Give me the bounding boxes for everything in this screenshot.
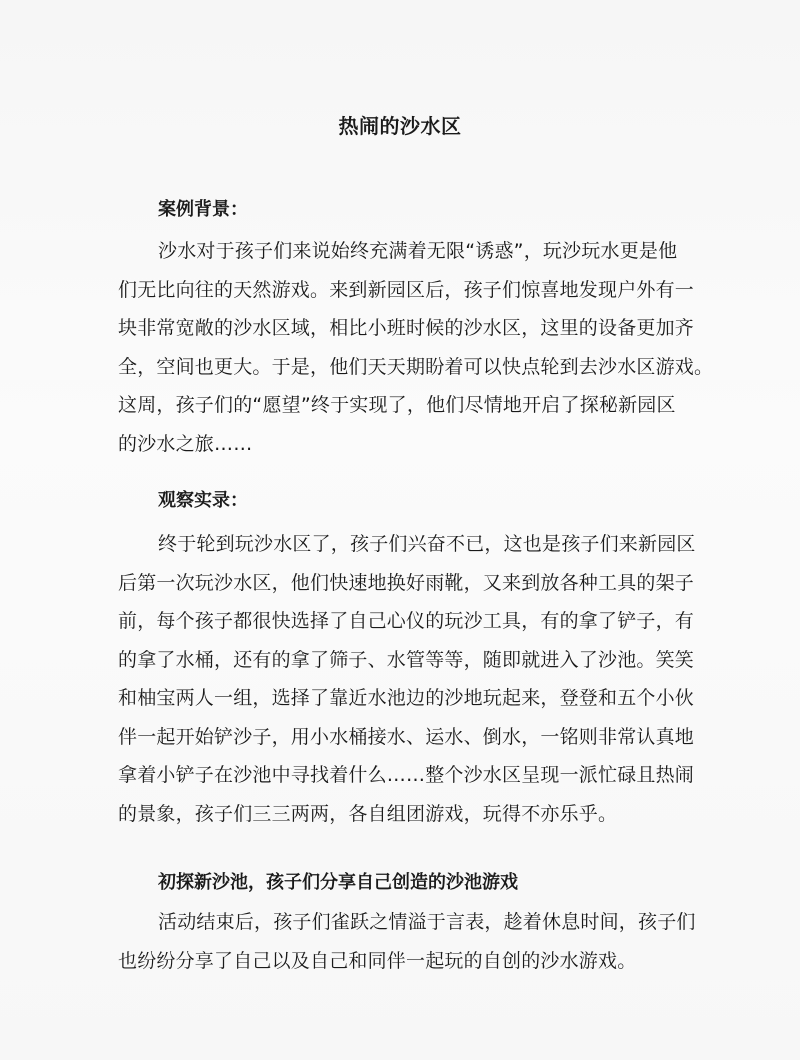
- paragraph-observation: [118, 525, 698, 833]
- paragraph-background: [118, 232, 714, 463]
- paragraph-line: 拿着小铲子在沙池中寻找着什么……整个沙水区呈现一派忙碌且热闹: [118, 764, 695, 786]
- paragraph-line: 全，空间也更大。于是，他们天天期盼着可以快点轮到去沙水区游戏。: [118, 355, 714, 378]
- paragraph-line: 也纷纷分享了自己以及自己和同伴一起玩的自创的沙水游戏。: [118, 949, 637, 972]
- paragraph-line: 后第一次玩沙水区，他们快速地换好雨靴，又来到放各种工具的架子: [118, 571, 695, 594]
- paragraph-line: 们无比向往的天然游戏。来到新园区后，孩子们惊喜地发现户外有一: [118, 278, 695, 301]
- paragraph-line: 终于轮到玩沙水区了，孩子们兴奋不已，这也是孩子们来新园区: [158, 533, 696, 555]
- paragraph-line: 前，每个孩子都很快选择了自己心仪的玩沙工具，有的拿了铲子，有: [118, 610, 695, 632]
- section-heading-share: 初探新沙池，孩子们分享自己创造的沙池游戏: [158, 872, 518, 893]
- paragraph-line: 的拿了水桶，还有的拿了筛子、水管等等，随即就进入了沙池。笑笑: [118, 648, 695, 671]
- paragraph-line: 沙水对于孩子们来说始终充满着无限“诱惑”，玩沙玩水更是他: [158, 240, 678, 262]
- paragraph-line: 和柚宝两人一组，选择了靠近水池边的沙地玩起来，登登和五个小伙: [118, 687, 695, 709]
- section-heading-observation: 观察实录：: [158, 490, 248, 511]
- section-heading-background: 案例背景：: [158, 199, 248, 220]
- paragraph-line: 块非常宽敞的沙水区域，相比小班时候的沙水区，这里的设备更加齐: [118, 317, 695, 339]
- document-title: 热闹的沙水区: [338, 114, 462, 138]
- paragraph-share: [118, 903, 698, 980]
- paragraph-line: 的沙水之旅……: [118, 432, 253, 455]
- paragraph-line: 的景象，孩子们三三两两，各自组团游戏，玩得不亦乐乎。: [118, 802, 618, 825]
- paragraph-line: 伴一起开始铲沙子，用小水桶接水、运水、倒水，一铭则非常认真地: [118, 725, 695, 748]
- paragraph-line: 这周，孩子们的“愿望”终于实现了，他们尽情地开启了探秘新园区: [118, 394, 676, 416]
- paragraph-line: 活动结束后，孩子们雀跃之情溢于言表，趁着休息时间，孩子们: [158, 911, 696, 933]
